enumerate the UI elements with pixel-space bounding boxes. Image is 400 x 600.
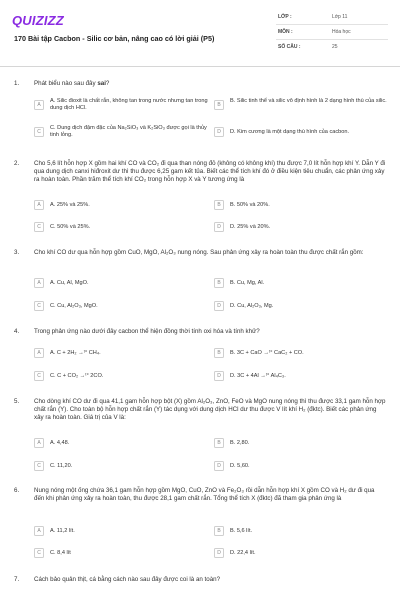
option-2c[interactable] <box>34 220 212 236</box>
meta-label: LỚP : <box>278 14 292 20</box>
option-text: D. 22,4 lít. <box>230 550 256 556</box>
option-letter-box: D <box>214 222 224 232</box>
question-number: 1. <box>14 80 20 87</box>
question-number: 7. <box>14 576 20 583</box>
option-letter-box: C <box>34 301 44 311</box>
option-5c[interactable] <box>34 459 212 475</box>
question-text-post: ? <box>105 80 110 87</box>
option-letter-box: D <box>214 548 224 558</box>
document-title: 170 Bài tập Cacbon - Silic cơ bản, nâng cao có lời giải (P5) <box>14 34 215 43</box>
option-3a[interactable] <box>34 276 212 292</box>
meta-value: Lớp 11 <box>332 14 348 20</box>
option-5d[interactable] <box>214 459 390 475</box>
meta-value: Hóa học <box>332 29 351 35</box>
option-letter-box: B <box>214 526 224 536</box>
option-text: A. 25% và 25%. <box>50 202 90 208</box>
option-2a[interactable] <box>34 198 212 214</box>
question-number: 3. <box>14 249 20 256</box>
option-letter-box: B <box>214 200 224 210</box>
option-text: D. Cu, Al₂O₃, Mg. <box>230 303 274 309</box>
option-letter-box: A <box>34 100 44 110</box>
question-number: 2. <box>14 160 20 167</box>
option-letter-box: B <box>214 278 224 288</box>
option-letter-box: A <box>34 348 44 358</box>
question-text: Cho khí CO dư qua hỗn hợp gồm CuO, MgO, Al₂O₃ nung nóng. Sau phản ứng xảy ra hoàn toàn thu được chất rắn gồm: <box>34 249 364 256</box>
option-text: C. 8,4 lít <box>50 550 71 556</box>
question-text <box>34 80 386 88</box>
option-6a[interactable] <box>34 524 212 540</box>
question-number: 5. <box>14 398 20 405</box>
option-letter-box: B <box>214 348 224 358</box>
option-text: B. Cu, Mg, Al. <box>230 280 265 286</box>
option-2b[interactable] <box>214 198 390 214</box>
option-1b[interactable] <box>214 98 390 114</box>
option-letter-box: C <box>34 222 44 232</box>
question-text-pre: Phát biểu nào sau đây <box>34 80 98 87</box>
option-2d[interactable] <box>214 220 390 236</box>
option-text: D. Kim cương là một dạng thù hình của cacbon. <box>230 129 350 135</box>
option-text: D. 5,60. <box>230 463 250 469</box>
meta-row-class <box>276 10 388 25</box>
option-text: B. 50% và 20%. <box>230 202 270 208</box>
option-3c[interactable] <box>34 299 212 315</box>
option-letter-box: B <box>214 438 224 448</box>
question-text: Cách bảo quản thịt, cá bằng cách nào sau đây được coi là an toàn? <box>34 576 221 583</box>
option-3d[interactable] <box>214 299 390 315</box>
option-letter-box: A <box>34 526 44 536</box>
option-text: B. 5,6 lít. <box>230 528 253 534</box>
question-text: Cho dòng khí CO dư đi qua 41,1 gam hỗn hợp bột (X) gồm Al₂O₃, ZnO, FeO và MgO nung nóng thì thu được 33,1 gam hỗn hợp chất rắn (Y). Cho toàn bộ hỗn hợp chất rắn (Y) tác dụng với dung dịch HCl dư thu được V lít khí H₂ (đktc). Biết các phản ứng xảy ra hoàn toàn. Giá trị của V là: <box>34 398 386 422</box>
option-text: C. 50% và 25%. <box>50 224 91 230</box>
option-1d[interactable] <box>214 125 390 141</box>
option-5b[interactable] <box>214 436 390 452</box>
option-text: D. 25% và 20%. <box>230 224 271 230</box>
option-letter-box: D <box>214 461 224 471</box>
option-letter-box: D <box>214 301 224 311</box>
question-text: Trong phản ứng nào dưới đây cacbon thể hiện đồng thời tính oxi hóa và tính khử? <box>34 328 260 335</box>
meta-label: SỐ CÂU : <box>278 44 301 50</box>
option-6b[interactable] <box>214 524 390 540</box>
option-4d[interactable] <box>214 369 390 385</box>
option-text: C. Dung dịch đậm đặc của Na₂SiO₃ và K₂SiO₃ được gọi là thủy tinh lỏng. <box>50 125 207 139</box>
option-letter-box: B <box>214 100 224 110</box>
option-text: C. C + CO₂ →ᵗ° 2CO. <box>50 373 104 379</box>
option-text: C. Cu, Al₂O₃, MgO. <box>50 303 98 309</box>
meta-row-count <box>276 40 388 55</box>
meta-label: MÔN : <box>278 29 293 35</box>
option-text: A. 4,48. <box>50 440 70 446</box>
option-4a[interactable] <box>34 346 212 362</box>
question-number: 6. <box>14 487 20 494</box>
option-6d[interactable] <box>214 546 390 562</box>
option-text: B. Silic tinh thể và silic vô định hình là 2 dạng hình thù của silic. <box>230 98 387 104</box>
option-letter-box: C <box>34 127 44 137</box>
option-letter-box: C <box>34 461 44 471</box>
option-1a[interactable] <box>34 98 212 114</box>
header-divider <box>0 66 400 67</box>
meta-value: 25 <box>332 44 338 50</box>
option-letter-box: A <box>34 438 44 448</box>
question-text: Nung nóng một ống chứa 36,1 gam hỗn hợp gồm MgO, CuO, ZnO và Fe₂O₃ rồi dẫn hỗn hợp khí X gồm CO và H₂ dư đi qua đến khi phản ứng xảy ra hoàn toàn, thu được 28,1 gam chất rắn. Tổng thể tích X (đktc) đã tham gia phản ứng là <box>34 487 375 503</box>
option-letter-box: C <box>34 548 44 558</box>
question-number: 4. <box>14 328 20 335</box>
option-text: C. 11,20. <box>50 463 73 469</box>
option-text: A. 11,2 lít. <box>50 528 75 534</box>
meta-table <box>276 10 388 55</box>
quizizz-logo: QUIZIZZ <box>12 13 64 28</box>
option-letter-box: C <box>34 371 44 381</box>
question-text-emphasis: sai <box>97 80 106 87</box>
option-text: B. 2,80. <box>230 440 250 446</box>
meta-row-subject <box>276 25 388 40</box>
option-1c[interactable] <box>34 125 212 141</box>
option-6c[interactable] <box>34 546 212 562</box>
option-letter-box: D <box>214 371 224 381</box>
option-4b[interactable] <box>214 346 390 362</box>
option-text: A. Cu, Al, MgO. <box>50 280 89 286</box>
option-text: B. 3C + CaO →ᵗ° CaC₂ + CO. <box>230 350 304 356</box>
option-3b[interactable] <box>214 276 390 292</box>
option-text: A. Silic đioxit là chất rắn, không tan trong nước nhưng tan trong dung dịch HCl. <box>50 98 208 112</box>
option-letter-box: A <box>34 200 44 210</box>
option-text: A. C + 2H₂ →ᵗ° CH₄. <box>50 350 101 356</box>
option-4c[interactable] <box>34 369 212 385</box>
option-5a[interactable] <box>34 436 212 452</box>
option-text: D. 3C + 4Al →ᵗ° Al₄C₃. <box>230 373 286 379</box>
question-text: Cho 5,6 lít hỗn hợp X gồm hai khí CO và CO₂ đi qua than nóng đỏ (không có không khí) thu được 7,0 lít hỗn hợp khí Y. Dẫn Y đi qua dung dịch canxi hiđroxit dư thì thu được 6,25 gam kết tủa. Biết các thể tích khí đó ở điều kiện tiêu chuẩn, các phản ứng xảy ra hoàn toàn. Phần trăm thể tích khí CO₂ trong hỗn hợp X và Y tương ứng là <box>34 160 386 184</box>
document-header <box>0 0 400 70</box>
option-letter-box: D <box>214 127 224 137</box>
option-letter-box: A <box>34 278 44 288</box>
